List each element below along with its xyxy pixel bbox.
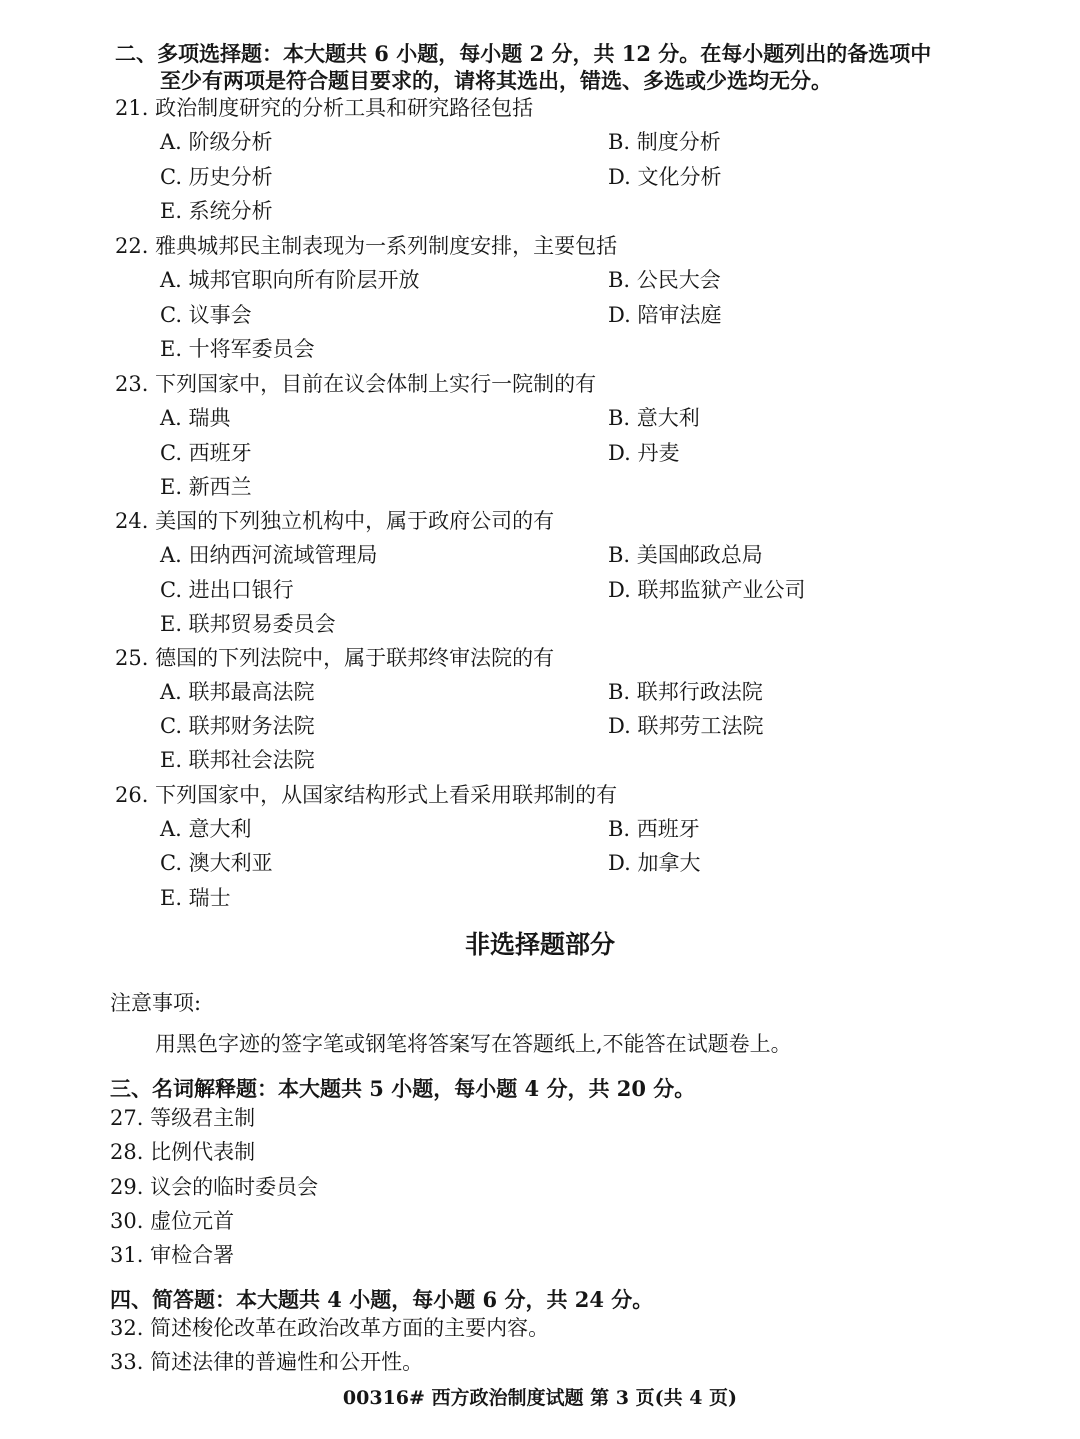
- section2-heading-line2: 至少有两项是符合题目要求的，请将其选出，错选、多选或少选均无分。: [160, 68, 832, 93]
- question-22-stem: 22. 雅典城邦民主制表现为一系列制度安排，主要包括: [115, 234, 618, 258]
- question-24-stem: 24. 美国的下列独立机构中，属于政府公司的有: [115, 509, 555, 533]
- section3-item-31: 31. 审检合署: [110, 1243, 235, 1267]
- question-21-option-a: A. 阶级分析: [160, 130, 273, 154]
- question-22-option-c: C. 议事会: [160, 303, 252, 327]
- question-21-option-b: B. 制度分析: [608, 130, 721, 154]
- question-23-stem: 23. 下列国家中，目前在议会体制上实行一院制的有: [115, 372, 597, 396]
- question-21-option-e: E. 系统分析: [160, 199, 273, 223]
- question-22-option-b: B. 公民大会: [608, 268, 721, 292]
- question-21-stem: 21. 政治制度研究的分析工具和研究路径包括: [115, 96, 534, 120]
- question-21-option-d: D. 文化分析: [608, 165, 722, 189]
- page-footer: 00316# 西方政治制度试题 第 3 页(共 4 页): [342, 1387, 738, 1409]
- question-23-option-c: C. 西班牙: [160, 441, 252, 465]
- question-23-option-d: D. 丹麦: [608, 441, 680, 465]
- question-26-option-a: A. 意大利: [160, 817, 252, 841]
- question-25-option-b: B. 联邦行政法院: [608, 680, 763, 704]
- question-22-option-e: E. 十将军委员会: [160, 337, 315, 361]
- question-25-option-e: E. 联邦社会法院: [160, 748, 315, 772]
- question-23-option-b: B. 意大利: [608, 406, 700, 430]
- question-25-option-a: A. 联邦最高法院: [160, 680, 315, 704]
- section4-heading: 四、简答题：本大题共 4 小题，每小题 6 分，共 24 分。: [110, 1287, 654, 1312]
- section2-heading-line1: 二、多项选择题：本大题共 6 小题，每小题 2 分，共 12 分。在每小题列出的备选项中: [115, 41, 932, 66]
- question-26-option-b: B. 西班牙: [608, 817, 700, 841]
- question-26-option-d: D. 加拿大: [608, 851, 701, 875]
- notice-text: 用黑色字迹的签字笔或钢笔将答案写在答题纸上,不能答在试题卷上。: [155, 1032, 792, 1056]
- question-25-option-c: C. 联邦财务法院: [160, 714, 315, 738]
- question-24-option-e: E. 联邦贸易委员会: [160, 612, 336, 636]
- question-25-stem: 25. 德国的下列法院中，属于联邦终审法院的有: [115, 646, 555, 670]
- question-23-option-a: A. 瑞典: [160, 406, 231, 430]
- question-24-option-d: D. 联邦监狱产业公司: [608, 578, 806, 602]
- question-24-option-a: A. 田纳西河流域管理局: [160, 543, 378, 567]
- section4-item-33: 33. 简述法律的普遍性和公开性。: [110, 1350, 424, 1374]
- section4-item-32: 32. 简述梭伦改革在政治改革方面的主要内容。: [110, 1316, 550, 1340]
- section3-heading: 三、名词解释题：本大题共 5 小题，每小题 4 分，共 20 分。: [110, 1076, 696, 1101]
- question-26-option-c: C. 澳大利亚: [160, 851, 273, 875]
- section3-item-29: 29. 议会的临时委员会: [110, 1175, 319, 1199]
- question-26-option-e: E. 瑞士: [160, 886, 231, 910]
- part-title: 非选择题部分: [464, 930, 615, 959]
- question-22-option-d: D. 陪审法庭: [608, 303, 722, 327]
- notice-label: 注意事项:: [110, 991, 202, 1015]
- question-24-option-b: B. 美国邮政总局: [608, 543, 763, 567]
- question-25-option-d: D. 联邦劳工法院: [608, 714, 764, 738]
- question-26-stem: 26. 下列国家中，从国家结构形式上看采用联邦制的有: [115, 783, 618, 807]
- question-24-option-c: C. 进出口银行: [160, 578, 294, 602]
- question-23-option-e: E. 新西兰: [160, 475, 252, 499]
- section3-item-30: 30. 虚位元首: [110, 1209, 235, 1233]
- section3-item-27: 27. 等级君主制: [110, 1106, 256, 1130]
- question-21-option-c: C. 历史分析: [160, 165, 273, 189]
- question-22-option-a: A. 城邦官职向所有阶层开放: [160, 268, 420, 292]
- section3-item-28: 28. 比例代表制: [110, 1140, 256, 1164]
